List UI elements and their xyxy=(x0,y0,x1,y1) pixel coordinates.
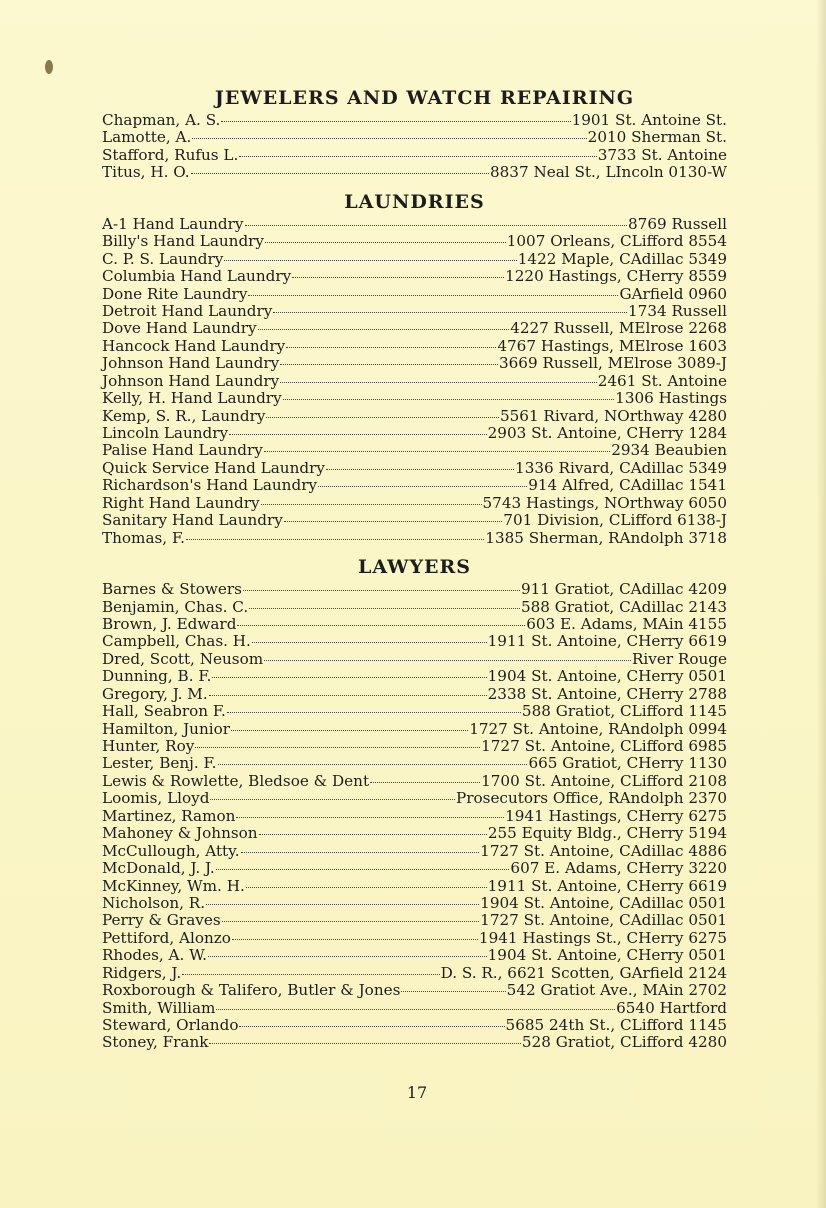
entry-address: 1941 Hastings St., CHerry 6275 xyxy=(478,928,727,947)
dot-leader xyxy=(245,225,628,226)
directory-entry xyxy=(102,825,727,842)
dot-leader xyxy=(252,642,487,643)
directory-entry xyxy=(102,164,727,181)
entry-name: Kemp, S. R., Laundry xyxy=(102,406,266,425)
dot-leader xyxy=(216,1009,615,1010)
directory-entry xyxy=(102,530,727,547)
entry-address: 1904 St. Antoine, CHerry 0501 xyxy=(487,946,727,965)
dot-leader xyxy=(280,382,596,383)
entry-address: 665 Gratiot, CHerry 1130 xyxy=(528,754,727,773)
section-title: LAUNDRIES xyxy=(344,190,485,213)
entry-name: Richardson's Hand Laundry xyxy=(102,476,318,495)
directory-entry xyxy=(102,1017,727,1034)
directory-entry xyxy=(102,477,727,494)
entry-name: Done Rite Laundry xyxy=(102,284,248,303)
directory-entry xyxy=(102,303,727,320)
entry-address: 911 Gratiot, CAdillac 4209 xyxy=(520,580,727,599)
entry-address: 4227 Russell, MElrose 2268 xyxy=(510,319,727,338)
directory-entry xyxy=(102,1000,727,1017)
entry-address: 1734 Russell xyxy=(628,301,727,320)
dot-leader xyxy=(236,817,504,818)
entry-address: 914 Alfred, CAdillac 1541 xyxy=(528,476,727,495)
dot-leader xyxy=(229,434,487,435)
directory-entry xyxy=(102,738,727,755)
entry-name: Loomis, Lloyd xyxy=(102,789,210,808)
entry-address: 4767 Hastings, MElrose 1603 xyxy=(497,336,727,355)
directory-entry xyxy=(102,581,727,598)
dot-leader xyxy=(259,834,487,835)
entry-list xyxy=(102,112,727,182)
entry-address: 255 Equity Bldg., CHerry 5194 xyxy=(487,824,727,843)
section-title: LAWYERS xyxy=(357,556,472,579)
entry-address: Prosecutors Office, RAndolph 2370 xyxy=(456,789,727,808)
directory-entry xyxy=(102,790,727,807)
dot-leader xyxy=(224,260,516,261)
binding-hole xyxy=(45,60,53,74)
entry-name: Sanitary Hand Laundry xyxy=(102,511,283,530)
dot-leader xyxy=(237,625,525,626)
dot-leader xyxy=(195,747,480,748)
entry-address: 2903 St. Antoine, CHerry 1284 xyxy=(487,424,727,442)
entry-name: Barnes & Stowers xyxy=(102,580,242,599)
directory-entry xyxy=(102,878,727,895)
dot-leader xyxy=(232,939,478,940)
entry-name: Campbell, Chas. H. xyxy=(102,632,251,651)
entry-address: 6540 Hartford xyxy=(616,998,727,1017)
section-jewelers-and-watch-repairing xyxy=(102,84,727,188)
entry-name: Hall, Seabron F. xyxy=(102,702,226,721)
entry-name: Brown, J. Edward xyxy=(102,614,237,633)
directory-entry xyxy=(102,860,727,877)
entry-name: Dred, Scott, Neusom xyxy=(102,649,264,668)
dot-leader xyxy=(292,277,504,278)
dot-leader xyxy=(280,364,498,365)
entry-name: Quick Service Hand Laundry xyxy=(102,458,325,477)
entry-address: 2010 Sherman St. xyxy=(587,128,727,147)
entry-address: 1007 Orleans, CLifford 8554 xyxy=(506,232,727,251)
entry-address: 1220 Hastings, CHerry 8559 xyxy=(505,267,727,286)
entry-address: 701 Division, CLifford 6138-J xyxy=(503,511,727,530)
directory-entry xyxy=(102,721,727,738)
entry-name: Titus, H. O. xyxy=(102,163,190,182)
directory-entry xyxy=(102,965,727,982)
entry-name: Lamotte, A. xyxy=(102,128,192,147)
dot-leader xyxy=(222,921,480,922)
directory-entry xyxy=(102,112,727,129)
entry-address: 1727 St. Antoine, CAdillac 0501 xyxy=(480,911,727,930)
dot-leader xyxy=(248,295,618,296)
entry-name: Billy's Hand Laundry xyxy=(102,232,265,251)
directory-entry xyxy=(102,460,727,477)
directory-entry xyxy=(102,982,727,999)
entry-address: 528 Gratiot, CLifford 4280 xyxy=(521,1033,727,1052)
entry-address: 3733 St. Antoine xyxy=(597,145,727,164)
directory-entry xyxy=(102,895,727,912)
entry-name: Roxborough & Talifero, Butler & Jones xyxy=(102,981,401,1000)
directory-entry xyxy=(102,268,727,285)
entry-name: Palise Hand Laundry xyxy=(102,441,263,460)
dot-leader xyxy=(186,539,484,540)
entry-address: 542 Gratiot Ave., MAin 2702 xyxy=(506,981,727,1000)
dot-leader xyxy=(283,399,615,400)
directory-content xyxy=(102,84,727,1052)
dot-leader xyxy=(239,156,596,157)
directory-entry xyxy=(102,1034,727,1051)
entry-address: 1904 St. Antoine, CHerry 0501 xyxy=(487,667,727,686)
section-lawyers xyxy=(102,553,727,1052)
entry-address: 3669 Russell, MElrose 3089-J xyxy=(498,354,727,373)
entry-name: Thomas, F. xyxy=(102,528,185,547)
dot-leader xyxy=(249,608,520,609)
directory-entry xyxy=(102,930,727,947)
directory-entry xyxy=(102,425,727,442)
directory-entry xyxy=(102,633,727,650)
directory-entry xyxy=(102,216,727,233)
entry-name: Dove Hand Laundry xyxy=(102,319,257,338)
dot-leader xyxy=(191,173,489,174)
entry-name: McKinney, Wm. H. xyxy=(102,876,245,895)
directory-entry xyxy=(102,599,727,616)
entry-name: Stafford, Rufus L. xyxy=(102,145,239,164)
entry-address: 1904 St. Antoine, CAdillac 0501 xyxy=(480,893,727,912)
directory-entry xyxy=(102,651,727,668)
entry-name: Benjamin, Chas. C. xyxy=(102,597,249,616)
entry-name: Chapman, A. S. xyxy=(102,111,221,129)
entry-name: Steward, Orlando xyxy=(102,1016,239,1034)
dot-leader xyxy=(209,695,487,696)
directory-entry xyxy=(102,286,727,303)
directory-entry xyxy=(102,843,727,860)
entry-name: Stoney, Frank xyxy=(102,1033,209,1052)
dot-leader xyxy=(218,764,528,765)
directory-entry xyxy=(102,703,727,720)
section-title: JEWELERS AND WATCH REPAIRING xyxy=(214,87,635,109)
dot-leader xyxy=(261,504,482,505)
entry-address: 1700 St. Antoine, CLifford 2108 xyxy=(481,771,727,790)
dot-leader xyxy=(227,712,521,713)
entry-address: River Rouge xyxy=(631,649,727,668)
dot-leader xyxy=(264,660,631,661)
entry-name: Columbia Hand Laundry xyxy=(102,267,292,286)
entry-address: 1911 St. Antoine, CHerry 6619 xyxy=(487,876,727,895)
dot-leader xyxy=(266,417,499,418)
directory-entry xyxy=(102,147,727,164)
directory-entry xyxy=(102,251,727,268)
entry-name: Nicholson, R. xyxy=(102,893,206,912)
entry-address: 5743 Hastings, NOrthway 6050 xyxy=(482,493,727,512)
dot-leader xyxy=(192,138,586,139)
entry-address: 8837 Neal St., LIncoln 0130-W xyxy=(489,163,727,182)
entry-address: 1727 St. Antoine, RAndolph 0994 xyxy=(469,719,727,738)
entry-address: 1911 St. Antoine, CHerry 6619 xyxy=(487,632,727,651)
entry-address: 603 E. Adams, MAin 4155 xyxy=(526,614,727,633)
entry-address: 2461 St. Antoine xyxy=(597,371,727,390)
entry-address: 5685 24th St., CLifford 1145 xyxy=(505,1016,727,1034)
entry-list xyxy=(102,216,727,547)
dot-leader xyxy=(241,852,480,853)
entry-address: D. S. R., 6621 Scotten, GArfield 2124 xyxy=(440,963,727,982)
entry-name: Martinez, Ramon xyxy=(102,806,236,825)
directory-entry xyxy=(102,390,727,407)
directory-entry xyxy=(102,947,727,964)
dot-leader xyxy=(239,1026,504,1027)
entry-name: Johnson Hand Laundry xyxy=(102,354,280,373)
entry-name: Pettiford, Alonzo xyxy=(102,928,231,947)
entry-address: 1422 Maple, CAdillac 5349 xyxy=(517,249,727,268)
entry-name: Dunning, B. F. xyxy=(102,667,212,686)
dot-leader xyxy=(182,974,439,975)
dot-leader xyxy=(216,869,510,870)
entry-address: 1941 Hastings, CHerry 6275 xyxy=(505,806,727,825)
dot-leader xyxy=(326,469,514,470)
entry-name: Mahoney & Johnson xyxy=(102,824,258,843)
dot-leader xyxy=(206,904,479,905)
entry-name: C. P. S. Laundry xyxy=(102,249,224,268)
dot-leader xyxy=(231,730,468,731)
directory-entry xyxy=(102,129,727,146)
entry-address: 8769 Russell xyxy=(628,214,727,233)
dot-leader xyxy=(273,312,627,313)
dot-leader xyxy=(246,887,487,888)
directory-entry xyxy=(102,495,727,512)
entry-address: 1306 Hastings xyxy=(615,389,727,408)
entry-address: 1385 Sherman, RAndolph 3718 xyxy=(485,528,727,547)
entry-name: Lester, Benj. F. xyxy=(102,754,217,773)
entry-address: 588 Gratiot, CAdillac 2143 xyxy=(520,597,727,616)
directory-entry xyxy=(102,686,727,703)
section-laundries xyxy=(102,188,727,553)
dot-leader xyxy=(264,451,610,452)
dot-leader xyxy=(286,347,496,348)
directory-entry xyxy=(102,320,727,337)
directory-entry xyxy=(102,512,727,529)
entry-address: 2934 Beaubien xyxy=(611,441,727,460)
entry-name: Gregory, J. M. xyxy=(102,684,208,703)
dot-leader xyxy=(208,956,487,957)
entry-address: 2338 St. Antoine, CHerry 2788 xyxy=(487,684,727,703)
dot-leader xyxy=(318,486,527,487)
entry-address: GArfield 0960 xyxy=(619,284,727,303)
entry-name: Johnson Hand Laundry xyxy=(102,371,280,390)
entry-address: 1727 St. Antoine, CAdillac 4886 xyxy=(480,841,727,860)
directory-entry xyxy=(102,355,727,372)
dot-leader xyxy=(210,799,455,800)
dot-leader xyxy=(212,677,486,678)
dot-leader xyxy=(284,521,502,522)
entry-name: Hunter, Roy xyxy=(102,737,195,755)
dot-leader xyxy=(221,121,570,122)
entry-address: 1901 St. Antoine St. xyxy=(571,111,727,129)
entry-name: Smith, William xyxy=(102,998,216,1017)
dot-leader xyxy=(401,991,505,992)
entry-name: Hamilton, Junior xyxy=(102,719,231,738)
entry-name: McCullough, Atty. xyxy=(102,841,240,860)
dot-leader xyxy=(370,782,480,783)
entry-name: Right Hand Laundry xyxy=(102,493,260,512)
entry-address: 607 E. Adams, CHerry 3220 xyxy=(510,859,727,878)
directory-entry xyxy=(102,233,727,250)
entry-address: 588 Gratiot, CLifford 1145 xyxy=(521,702,727,721)
entry-name: Perry & Graves xyxy=(102,911,221,930)
dot-leader xyxy=(265,242,506,243)
directory-entry xyxy=(102,912,727,929)
directory-entry xyxy=(102,808,727,825)
directory-entry xyxy=(102,668,727,685)
directory-entry xyxy=(102,616,727,633)
entry-name: A-1 Hand Laundry xyxy=(102,214,244,233)
dot-leader xyxy=(243,590,520,591)
dot-leader xyxy=(209,1043,520,1044)
entry-name: Lincoln Laundry xyxy=(102,424,229,442)
page-edge-shadow xyxy=(816,0,826,1208)
directory-entry xyxy=(102,408,727,425)
entry-name: Rhodes, A. W. xyxy=(102,946,207,965)
dot-leader xyxy=(258,329,510,330)
directory-entry xyxy=(102,755,727,772)
directory-entry xyxy=(102,442,727,459)
directory-entry xyxy=(102,338,727,355)
entry-name: Hancock Hand Laundry xyxy=(102,336,286,355)
entry-name: Detroit Hand Laundry xyxy=(102,301,273,320)
entry-list xyxy=(102,581,727,1052)
entry-address: 5561 Rivard, NOrthway 4280 xyxy=(499,406,727,425)
entry-name: Lewis & Rowlette, Bledsoe & Dent xyxy=(102,771,370,790)
page-number: 17 xyxy=(406,1083,428,1102)
entry-address: 1727 St. Antoine, CLifford 6985 xyxy=(481,737,727,755)
entry-address: 1336 Rivard, CAdillac 5349 xyxy=(515,458,727,477)
entry-name: Kelly, H. Hand Laundry xyxy=(102,389,282,408)
entry-name: McDonald, J. J. xyxy=(102,859,215,878)
directory-entry xyxy=(102,373,727,390)
entry-name: Ridgers, J. xyxy=(102,963,182,982)
directory-entry xyxy=(102,773,727,790)
